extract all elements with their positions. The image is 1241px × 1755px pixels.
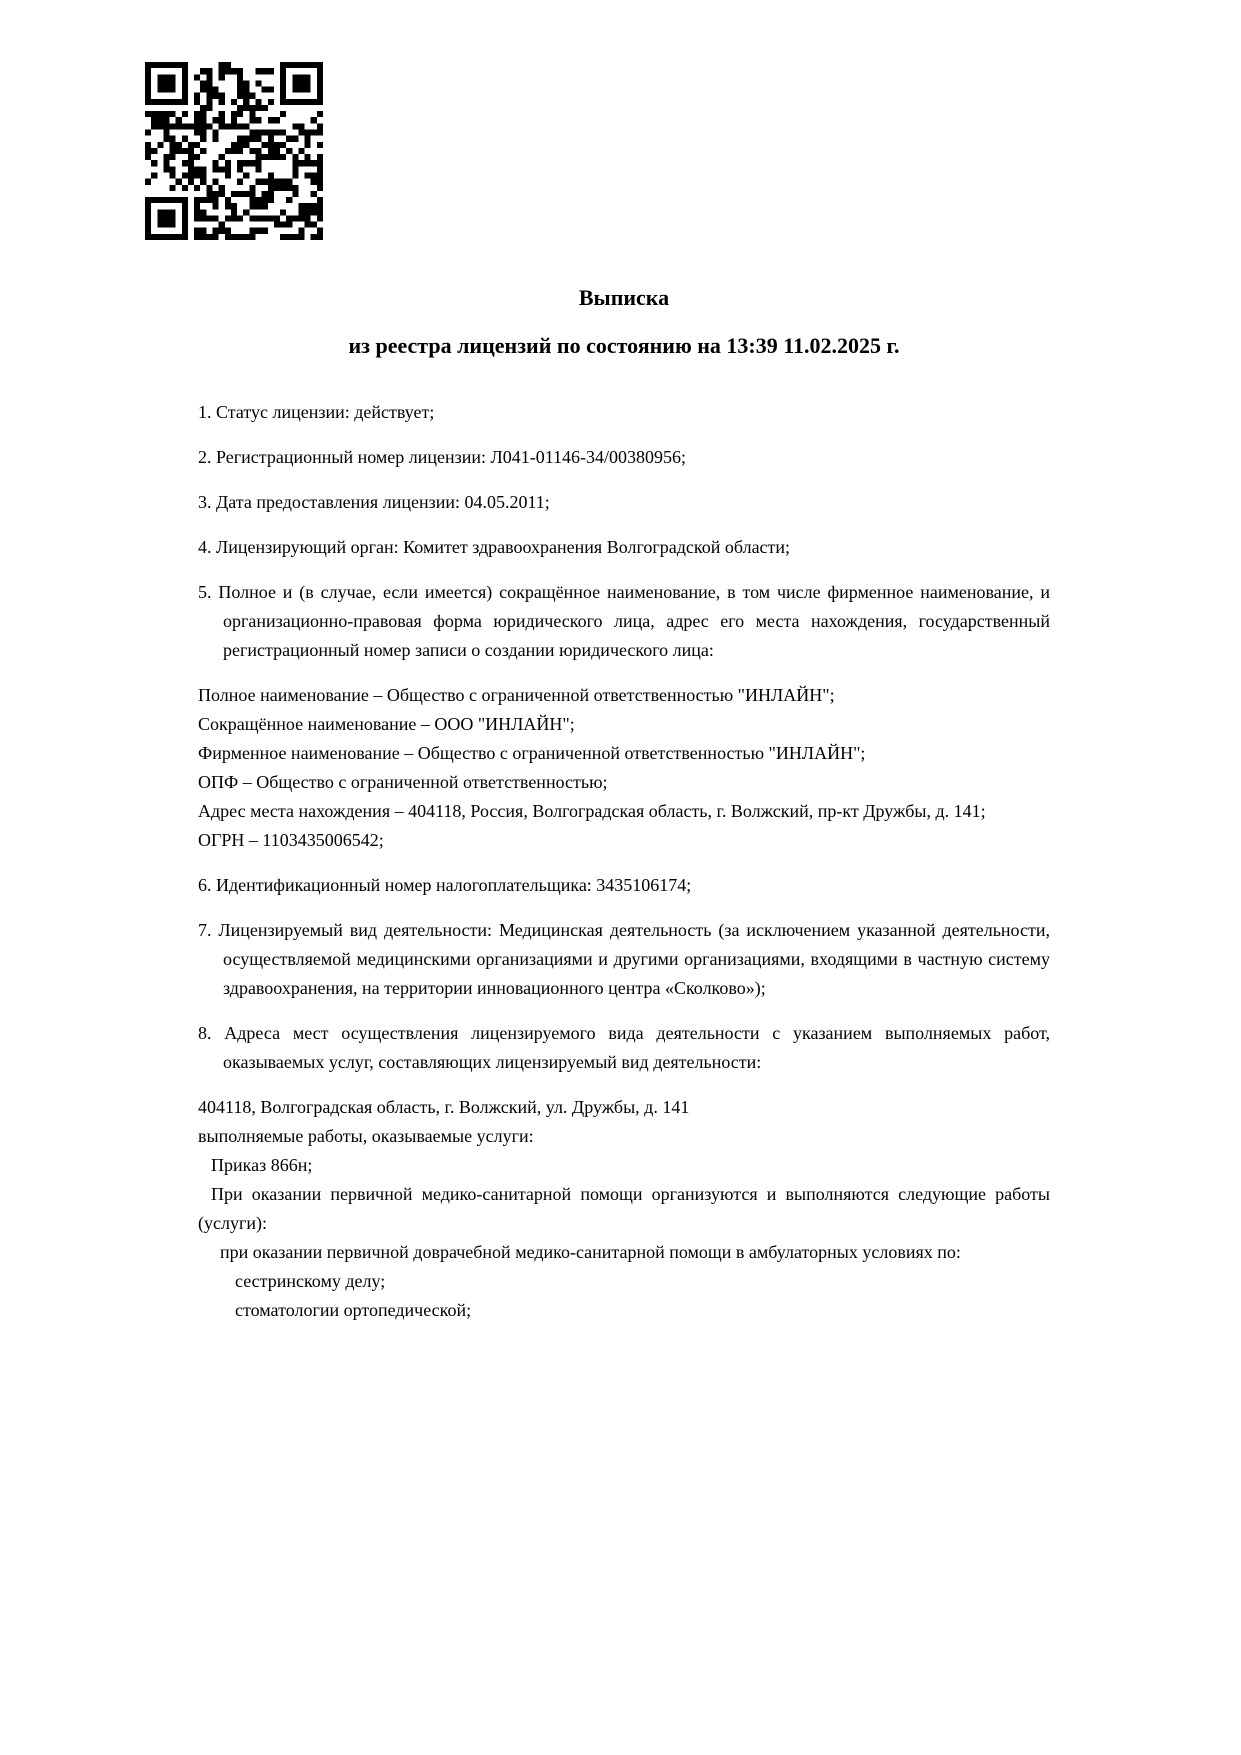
document-subtitle: из реестра лицензий по состоянию на 13:39 11.02.2025 г. xyxy=(348,333,900,358)
activity-details xyxy=(198,1093,1050,1325)
works-label: выполняемые работы, оказываемые услуги: xyxy=(198,1126,534,1146)
qr-code xyxy=(145,62,323,240)
item-6-inn: 6. Идентификационный номер налогоплательщика: 3435106174; xyxy=(198,875,692,895)
item-5-org-names-heading: 5. Полное и (в случае, если имеется) сокращённое наименование, в том числе фирменное наименование, и организационно-правовая форма юридического лица, адрес его места нахождения, государственный регистрационный номер записи о создании юридического лица: xyxy=(198,582,1050,660)
pre-doctor-paragraph: при оказании первичной доврачебной медико-санитарной помощи в амбулаторных условиях по: xyxy=(220,1242,961,1262)
document-body xyxy=(198,284,1050,1341)
org-address: Адрес места нахождения – 404118, Россия, Волгоградская область, г. Волжский, пр-кт Дружбы, д. 141; xyxy=(198,801,986,821)
service-orthopedic-dentistry: стоматологии ортопедической; xyxy=(235,1300,472,1320)
org-opf: ОПФ – Общество с ограниченной ответственностью; xyxy=(198,772,608,792)
org-full-name: Полное наименование – Общество с ограниченной ответственностью "ИНЛАЙН"; xyxy=(198,685,835,705)
order-866n: Приказ 866н; xyxy=(211,1155,313,1175)
org-details xyxy=(198,681,1050,855)
item-8-addresses-heading: 8. Адреса мест осуществления лицензируемого вида деятельности с указанием выполняемых работ, оказываемых услуг, составляющих лицензируемый вид деятельности: xyxy=(198,1023,1050,1072)
item-3-grant-date: 3. Дата предоставления лицензии: 04.05.2011; xyxy=(198,492,550,512)
item-7-licensed-activity: 7. Лицензируемый вид деятельности: Медицинская деятельность (за исключением указанной деятельности, осуществляемой медицинскими организациями и другими организациями, входящими в частную систему здравоохранения, на территории инновационного центра «Сколково»); xyxy=(198,920,1050,998)
org-short-name: Сокращённое наименование – ООО "ИНЛАЙН"; xyxy=(198,714,575,734)
work-address: 404118, Волгоградская область, г. Волжский, ул. Дружбы, д. 141 xyxy=(198,1097,690,1117)
org-ogrn: ОГРН – 1103435006542; xyxy=(198,830,384,850)
primary-care-paragraph: При оказании первичной медико-санитарной помощи организуются и выполняются следующие работы (услуги): xyxy=(198,1184,1050,1233)
org-brand-name: Фирменное наименование – Общество с ограниченной ответственностью "ИНЛАЙН"; xyxy=(198,743,866,763)
item-2-reg-number: 2. Регистрационный номер лицензии: Л041-01146-34/00380956; xyxy=(198,447,687,467)
service-nursing: сестринскому делу; xyxy=(235,1271,386,1291)
document-title: Выписка xyxy=(578,285,670,310)
item-4-licensing-authority: 4. Лицензирующий орган: Комитет здравоохранения Волгоградской области; xyxy=(198,537,791,557)
item-1-status: 1. Статус лицензии: действует; xyxy=(198,402,435,422)
